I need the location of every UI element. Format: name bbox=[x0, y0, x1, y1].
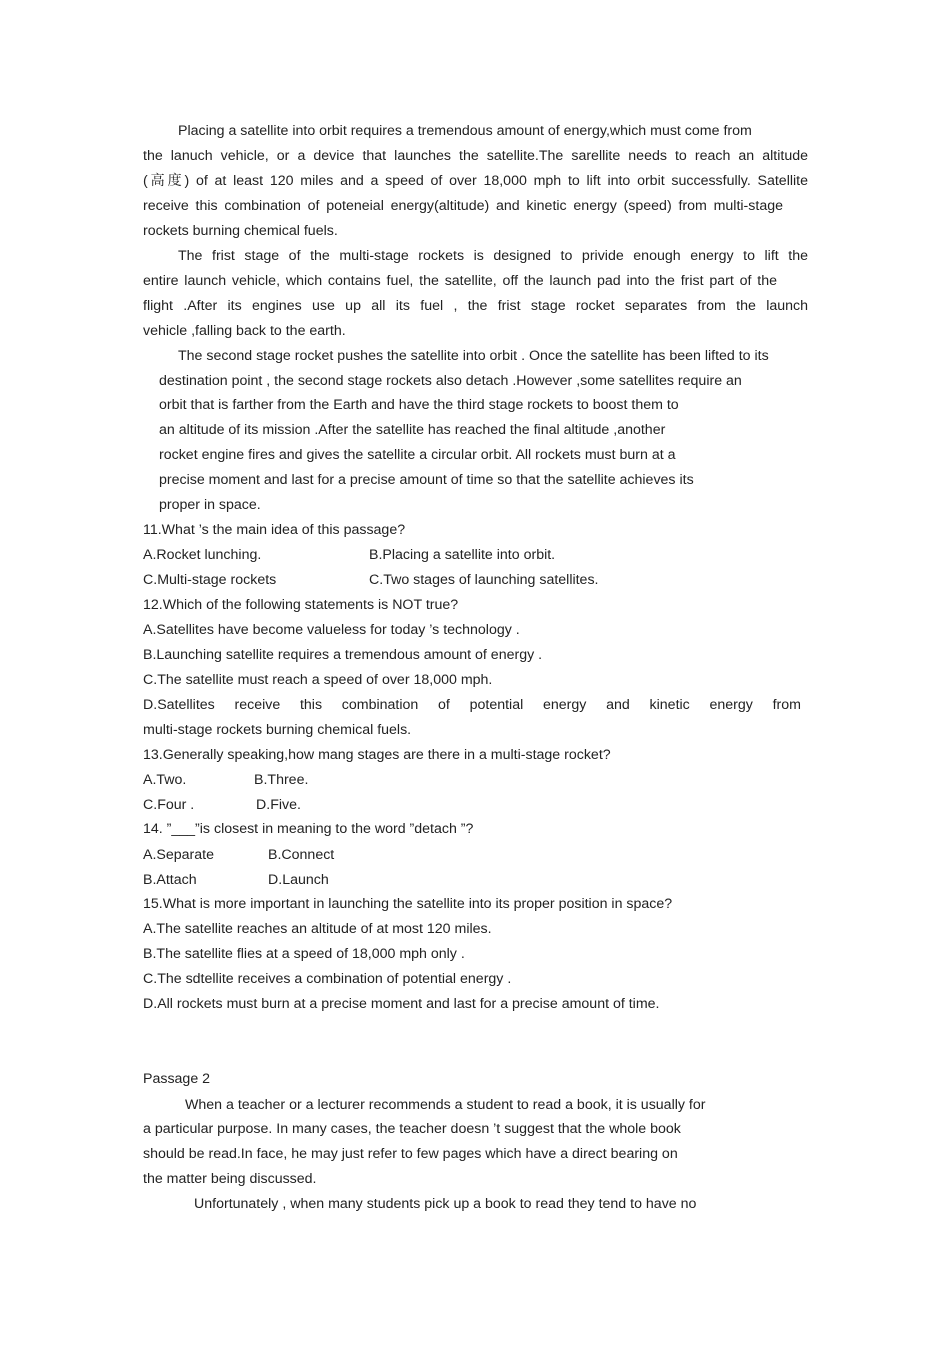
question-11-option-d: C.Two stages of launching satellites. bbox=[369, 572, 599, 588]
passage1-line-5: rockets burning chemical fuels. bbox=[143, 223, 338, 239]
passage2-line-4: the matter being discussed. bbox=[143, 1171, 317, 1187]
question-15-option-c: C.The sdtellite receives a combination of potential energy . bbox=[143, 971, 512, 987]
passage1-line-6: The frist stage of the multi-stage rockets is designed to privide enough energy to lift the bbox=[178, 248, 808, 264]
question-15-stem: 15.What is more important in launching the satellite into its proper position in space? bbox=[143, 896, 673, 912]
question-12-option-d: D.Satellites receive this combination of potential energy and kinetic energy from bbox=[143, 697, 801, 713]
passage1-line-1: Placing a satellite into orbit requires a tremendous amount of energy,which must come from bbox=[178, 123, 752, 139]
passage2-title: Passage 2 bbox=[143, 1071, 211, 1087]
passage1-line-2: the lanuch vehicle, or a device that launches the satellite.The sarellite needs to reach an altitude bbox=[143, 148, 808, 164]
question-13-option-a: A.Two. bbox=[143, 772, 187, 788]
passage1-line-16: proper in space. bbox=[159, 497, 261, 513]
passage1-line-8: flight .After its engines use up all its fuel , the frist stage rocket separates from the launch bbox=[143, 298, 808, 314]
passage1-line-13: an altitude of its mission .After the satellite has reached the final altitude ,another bbox=[159, 422, 666, 438]
passage2-line-3: should be read.In face, he may just refer to few pages which have a direct bearing on bbox=[143, 1146, 678, 1162]
question-13-option-d: D.Five. bbox=[256, 797, 301, 813]
passage2-line-5: Unfortunately , when many students pick up a book to read they tend to have no bbox=[194, 1196, 697, 1212]
question-11-option-c: C.Multi-stage rockets bbox=[143, 572, 277, 588]
question-14-option-b: B.Connect bbox=[268, 847, 335, 863]
question-13-option-b: B.Three. bbox=[254, 772, 309, 788]
passage1-line-15: precise moment and last for a precise amount of time so that the satellite achieves its bbox=[159, 472, 694, 488]
passage1-line-3: (高度) of at least 120 miles and a speed of over 18,000 mph to lift into orbit successfully. Satellite bbox=[143, 173, 808, 189]
question-11-stem: 11.What ’s the main idea of this passage? bbox=[143, 522, 406, 538]
passage2-line-2: a particular purpose. In many cases, the teacher doesn ’t suggest that the whole book bbox=[143, 1121, 681, 1137]
passage1-line-11: destination point , the second stage rockets also detach .However ,some satellites require an bbox=[159, 373, 742, 389]
passage1-line-4: receive this combination of poteneial energy(altitude) and kinetic energy (speed) from multi-stage bbox=[143, 198, 783, 214]
question-14-stem: 14. ”___”is closest in meaning to the word ”detach ”? bbox=[143, 821, 474, 837]
question-11-option-b: B.Placing a satellite into orbit. bbox=[369, 547, 556, 563]
passage2-line-1: When a teacher or a lecturer recommends a student to read a book, it is usually for bbox=[185, 1097, 706, 1113]
passage1-line-10: The second stage rocket pushes the satellite into orbit . Once the satellite has been lifted to its bbox=[178, 348, 769, 364]
question-13-stem: 13.Generally speaking,how mang stages are there in a multi-stage rocket? bbox=[143, 747, 611, 763]
question-14-option-c: B.Attach bbox=[143, 872, 197, 888]
question-15-option-b: B.The satellite flies at a speed of 18,000 mph only . bbox=[143, 946, 465, 962]
passage1-line-9: vehicle ,falling back to the earth. bbox=[143, 323, 346, 339]
question-13-option-c: C.Four . bbox=[143, 797, 195, 813]
question-15-option-d: D.All rockets must burn at a precise moment and last for a precise amount of time. bbox=[143, 996, 660, 1012]
question-12-option-d-cont: multi-stage rockets burning chemical fuels. bbox=[143, 722, 412, 738]
question-12-option-b: B.Launching satellite requires a tremendous amount of energy . bbox=[143, 647, 543, 663]
question-12-stem: 12.Which of the following statements is NOT true? bbox=[143, 597, 459, 613]
question-14-option-a: A.Separate bbox=[143, 847, 214, 863]
question-12-option-a: A.Satellites have become valueless for today ’s technology . bbox=[143, 622, 520, 638]
question-15-option-a: A.The satellite reaches an altitude of at most 120 miles. bbox=[143, 921, 492, 937]
question-12-option-c: C.The satellite must reach a speed of over 18,000 mph. bbox=[143, 672, 493, 688]
passage1-line-14: rocket engine fires and gives the satellite a circular orbit. All rockets must burn at a bbox=[159, 447, 676, 463]
passage1-line-12: orbit that is farther from the Earth and have the third stage rockets to boost them to bbox=[159, 397, 679, 413]
question-14-option-d: D.Launch bbox=[268, 872, 329, 888]
passage1-line-7: entire launch vehicle, which contains fuel, the satellite, off the launch pad into the frist part of the bbox=[143, 273, 777, 289]
question-11-option-a: A.Rocket lunching. bbox=[143, 547, 262, 563]
